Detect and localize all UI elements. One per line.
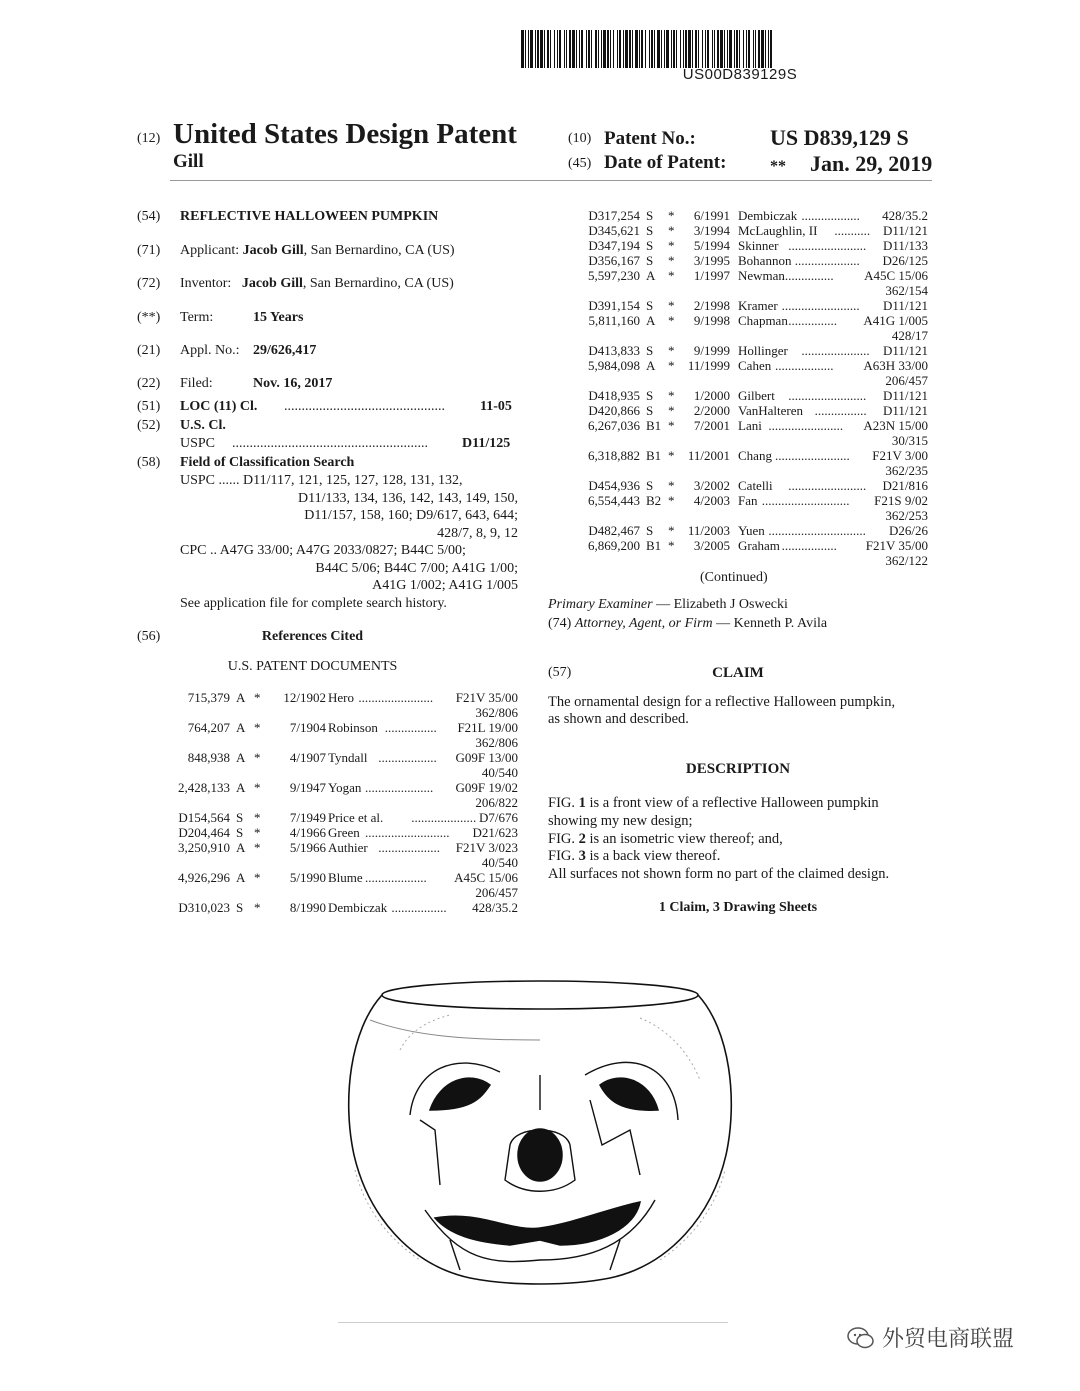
reference-date: 12/1902 (283, 690, 326, 705)
reference-dots: ..................... (365, 780, 434, 795)
attorney: (74) Attorney, Agent, or Firm — Kenneth P. Avila (548, 616, 828, 631)
reference-row (560, 208, 928, 223)
reference-number: D482,467 (588, 523, 640, 538)
reference-number: D310,023 (178, 900, 230, 915)
reference-date: 9/1999 (693, 343, 730, 358)
reference-row (560, 538, 928, 553)
reference-number: D454,936 (588, 478, 640, 493)
reference-class: A45C 15/06 (864, 268, 928, 283)
reference-row (560, 493, 928, 508)
reference-row (560, 343, 928, 358)
reference-class: D11/121 (882, 298, 928, 313)
reference-number: 6,267,036 (588, 418, 640, 433)
code-57: (57) (548, 665, 572, 680)
reference-name: Dembiczak (328, 900, 388, 915)
reference-date: 9/1998 (693, 313, 730, 328)
reference-dots: ................... (378, 840, 440, 855)
reference-class: D11/121 (882, 388, 928, 403)
reference-class: F21S 9/02 (874, 493, 928, 508)
reference-class-continued: 40/540 (481, 765, 518, 780)
reference-star: * (668, 523, 675, 538)
reference-class: F21V 35/00 (455, 690, 518, 705)
reference-kind: B1 (646, 418, 662, 433)
reference-row (560, 253, 928, 268)
code-term: (**) (137, 310, 161, 325)
us-patent-docs-heading: U.S. PATENT DOCUMENTS (227, 659, 398, 674)
reference-name: Fan (738, 493, 758, 508)
uspc-dots: ........................................................ (232, 436, 428, 451)
reference-date: 4/1966 (289, 825, 326, 840)
watermark-text: 外贸电商联盟 (882, 1327, 1015, 1352)
reference-class-continued: 206/457 (885, 373, 928, 388)
claim-text-line-1: The ornamental design for a reflective Halloween pumpkin, (548, 694, 896, 710)
reference-dots: ................. (391, 900, 447, 915)
reference-date: 5/1990 (289, 870, 326, 885)
reference-number: 5,811,160 (588, 313, 640, 328)
field-line-1: USPC ...... D11/117, 121, 125, 127, 128, 131, 132, (180, 473, 463, 488)
term-value: 15 Years (253, 310, 304, 325)
reference-star: * (668, 478, 675, 493)
reference-class: D21/623 (472, 825, 518, 840)
reference-date: 11/1999 (687, 358, 730, 373)
code-12: (12) (137, 131, 161, 146)
reference-class: G09F 19/02 (455, 780, 518, 795)
reference-star: * (668, 358, 675, 373)
reference-kind: B1 (646, 448, 662, 463)
reference-star: * (668, 208, 675, 223)
patent-no-label: Patent No.: (604, 128, 696, 149)
reference-number: D154,564 (178, 810, 230, 825)
reference-date: 7/2001 (693, 418, 730, 433)
reference-kind: B2 (646, 493, 662, 508)
reference-kind: A (646, 268, 656, 283)
reference-date: 11/2001 (687, 448, 730, 463)
code-45: (45) (568, 156, 592, 171)
reference-dots: ........................ (788, 388, 867, 403)
fig-2-line: FIG. 2 is an isometric view thereof; and, (548, 831, 783, 847)
reference-dots: .................. (801, 208, 860, 223)
code-54: (54) (137, 209, 161, 224)
field-line-4: 428/7, 8, 9, 12 (437, 526, 518, 541)
reference-star: * (254, 690, 261, 705)
reference-number: 715,379 (187, 690, 230, 705)
reference-row (150, 750, 518, 765)
reference-star: * (668, 403, 675, 418)
reference-date: 1/2000 (693, 388, 730, 403)
reference-dots: ........................ (788, 238, 867, 253)
reference-name: McLaughlin, II (738, 223, 818, 238)
continued-note: (Continued) (700, 570, 768, 585)
uspc-value: D11/125 (462, 436, 511, 451)
reference-name: Yuen (738, 523, 765, 538)
loc-dots: .............................................. (284, 399, 445, 414)
reference-date: 3/1994 (693, 223, 730, 238)
reference-class-continued: 362/806 (475, 705, 518, 720)
reference-class: D26/26 (889, 523, 928, 538)
reference-dots: ................ (814, 403, 867, 418)
reference-kind: S (646, 238, 654, 253)
reference-number: D347,194 (588, 238, 640, 253)
filed-label: Filed: (180, 376, 213, 391)
reference-number: 6,869,200 (588, 538, 640, 553)
reference-dots: ........................ (781, 298, 860, 313)
reference-star: * (254, 900, 261, 915)
reference-number: D317,254 (588, 208, 640, 223)
reference-class-continued: 206/822 (475, 795, 518, 810)
reference-class: D11/133 (882, 238, 928, 253)
field-line-2: D11/133, 134, 136, 142, 143, 149, 150, (298, 491, 518, 506)
reference-class: D11/121 (882, 343, 928, 358)
inventor: Inventor: Jacob Gill, San Bernardino, CA (US) (180, 276, 454, 291)
reference-class: D11/121 (882, 223, 928, 238)
reference-name: Newman (738, 268, 785, 283)
reference-name: Gilbert (738, 388, 775, 403)
reference-class-continued: 362/806 (475, 735, 518, 750)
reference-number: 3,250,910 (178, 840, 230, 855)
publication-number: US00D839129S (682, 66, 798, 83)
code-10: (10) (568, 131, 592, 146)
loc-label: LOC (11) Cl. (180, 399, 258, 414)
reference-number: 5,984,098 (588, 358, 640, 373)
field-line-8: See application file for complete search history. (180, 596, 447, 611)
reference-date: 5/1994 (693, 238, 730, 253)
reference-row (150, 870, 518, 885)
description-heading: DESCRIPTION (685, 761, 791, 777)
reference-class-continued: 362/235 (885, 463, 928, 478)
barcode (521, 30, 931, 68)
reference-number: D420,866 (588, 403, 640, 418)
reference-number: D356,167 (588, 253, 640, 268)
reference-star: * (254, 720, 261, 735)
uspc-label: USPC (180, 436, 216, 451)
reference-date: 2/2000 (693, 403, 730, 418)
reference-class: F21L 19/00 (457, 720, 518, 735)
reference-kind: S (236, 810, 244, 825)
reference-name: Cahen (738, 358, 772, 373)
appl-no-label: Appl. No.: (180, 343, 240, 358)
field-search-label: Field of Classification Search (180, 455, 355, 470)
field-line-3: D11/157, 158, 160; D9/617, 643, 644; (304, 508, 518, 523)
code-22: (22) (137, 376, 161, 391)
reference-star: * (668, 313, 675, 328)
term-label: Term: (180, 310, 214, 325)
reference-class-continued: 362/154 (885, 283, 928, 298)
date-mark: ** (770, 158, 786, 175)
field-line-6: B44C 5/06; B44C 7/00; A41G 1/00; (315, 561, 518, 576)
reference-number: 848,938 (187, 750, 230, 765)
reference-kind: A (646, 358, 656, 373)
reference-row (560, 298, 928, 313)
field-line-5: CPC .. A47G 33/00; A47G 2033/0827; B44C 5/00; (180, 543, 466, 558)
code-51: (51) (137, 399, 161, 414)
reference-kind: A (236, 690, 246, 705)
reference-kind: A (236, 840, 246, 855)
reference-dots: .................. (378, 750, 437, 765)
date-label: Date of Patent: (604, 152, 727, 173)
reference-number: 6,554,443 (588, 493, 640, 508)
reference-row (560, 478, 928, 493)
fig-3-line: FIG. 3 is a back view thereof. (548, 848, 721, 864)
reference-class-continued: 206/457 (475, 885, 518, 900)
fig-1-cont: showing my new design; (548, 813, 693, 829)
references-cited-heading: References Cited (261, 629, 364, 644)
reference-number: D418,935 (588, 388, 640, 403)
reference-date: 9/1947 (289, 780, 326, 795)
reference-row (560, 223, 928, 238)
reference-class: F21V 3/023 (455, 840, 518, 855)
barcode-bar (772, 30, 775, 68)
reference-row (150, 900, 518, 915)
reference-date: 8/1990 (289, 900, 326, 915)
reference-dots: ..................... (801, 343, 870, 358)
reference-date: 5/1966 (289, 840, 326, 855)
reference-name: Robinson (328, 720, 378, 735)
reference-dots: ................ (384, 720, 437, 735)
reference-star: * (254, 870, 261, 885)
reference-star: * (668, 298, 675, 313)
reference-date: 2/1998 (693, 298, 730, 313)
reference-star: * (668, 493, 675, 508)
reference-row (560, 268, 928, 283)
reference-row (150, 690, 518, 705)
reference-date: 7/1904 (289, 720, 326, 735)
reference-row (150, 825, 518, 840)
reference-class: D7/676 (479, 810, 518, 825)
reference-kind: S (646, 223, 654, 238)
claim-text-line-2: as shown and described. (548, 711, 689, 727)
reference-name: Catelli (738, 478, 773, 493)
reference-kind: B1 (646, 538, 662, 553)
reference-name: Chapman (738, 313, 788, 328)
primary-examiner: Primary Examiner — Elizabeth J Oswecki (548, 597, 788, 612)
reference-date: 4/2003 (693, 493, 730, 508)
reference-class-continued: 428/17 (891, 328, 928, 343)
reference-star: * (254, 750, 261, 765)
reference-star: * (668, 538, 675, 553)
design-title: REFLECTIVE HALLOWEEN PUMPKIN (180, 209, 439, 224)
reference-star: * (668, 238, 675, 253)
reference-kind: A (236, 780, 246, 795)
reference-row (560, 388, 928, 403)
reference-row (150, 840, 518, 855)
reference-dots: .................. (775, 358, 834, 373)
reference-dots: ............... (788, 313, 837, 328)
reference-star: * (668, 268, 675, 283)
reference-name: Hollinger (738, 343, 788, 358)
reference-star: * (668, 388, 675, 403)
reference-name: Yogan (328, 780, 362, 795)
reference-class-continued: 362/253 (885, 508, 928, 523)
reference-class: D11/121 (882, 403, 928, 418)
watermark (846, 1322, 1014, 1353)
reference-name: Graham (738, 538, 780, 553)
patent-date: Jan. 29, 2019 (810, 151, 933, 176)
reference-row (150, 810, 518, 825)
reference-class: A23N 15/00 (863, 418, 928, 433)
reference-class: A41G 1/005 (863, 313, 928, 328)
reference-kind: A (236, 870, 246, 885)
patent-number: US D839,129 S (770, 125, 909, 150)
reference-date: 3/2002 (693, 478, 730, 493)
reference-kind: S (646, 388, 654, 403)
reference-star: * (668, 418, 675, 433)
reference-class: 428/35.2 (882, 208, 928, 223)
claim-heading: CLAIM (712, 665, 764, 681)
reference-number: 6,318,882 (588, 448, 640, 463)
reference-date: 4/1907 (289, 750, 326, 765)
reference-star: * (668, 343, 675, 358)
reference-star: * (668, 223, 675, 238)
header-divider (170, 180, 932, 181)
reference-kind: S (646, 208, 654, 223)
document-type: United States Design Patent (173, 118, 517, 150)
reference-dots: ........................ (788, 478, 867, 493)
reference-dots: ........................... (761, 493, 850, 508)
reference-class: F21V 35/00 (865, 538, 928, 553)
reference-class: A45C 15/06 (454, 870, 518, 885)
code-21: (21) (137, 343, 161, 358)
reference-star: * (254, 780, 261, 795)
reference-row (560, 238, 928, 253)
reference-kind: A (236, 750, 246, 765)
code-58: (58) (137, 455, 161, 470)
reference-name: Skinner (738, 238, 779, 253)
reference-star: * (668, 448, 675, 463)
reference-star: * (254, 810, 261, 825)
reference-row (150, 780, 518, 795)
reference-number: 764,207 (187, 720, 230, 735)
reference-dots: .................... (794, 253, 860, 268)
reference-name: Kramer (738, 298, 778, 313)
reference-kind: A (646, 313, 656, 328)
reference-kind: S (646, 403, 654, 418)
reference-row (560, 403, 928, 418)
reference-dots: ................ (781, 268, 834, 283)
reference-date: 3/2005 (693, 538, 730, 553)
reference-number: D413,833 (588, 343, 640, 358)
reference-row (560, 448, 928, 463)
reference-date: 1/1997 (693, 268, 730, 283)
reference-name: Tyndall (328, 750, 368, 765)
reference-row (560, 313, 928, 328)
code-71: (71) (137, 243, 161, 258)
reference-class: D21/816 (882, 478, 928, 493)
reference-dots: ................... (365, 870, 427, 885)
reference-kind: S (646, 523, 654, 538)
code-52: (52) (137, 418, 161, 433)
reference-kind: S (646, 253, 654, 268)
reference-kind: S (236, 825, 244, 840)
reference-name: Hero (328, 690, 354, 705)
reference-number: D391,154 (588, 298, 640, 313)
reference-class: F21V 3/00 (872, 448, 928, 463)
reference-date: 7/1949 (289, 810, 326, 825)
reference-kind: S (646, 343, 654, 358)
reference-kind: S (646, 478, 654, 493)
reference-dots: ....................... (768, 418, 844, 433)
reference-name: VanHalteren (738, 403, 803, 418)
reference-number: 5,597,230 (588, 268, 640, 283)
reference-class-continued: 40/540 (481, 855, 518, 870)
reference-number: 2,428,133 (178, 780, 230, 795)
pumpkin-drawing (340, 960, 740, 1290)
appl-no-value: 29/626,417 (253, 343, 317, 358)
reference-row (560, 418, 928, 433)
surfaces-note: All surfaces not shown form no part of the claimed design. (548, 866, 890, 882)
reference-dots: .............................. (768, 523, 866, 538)
reference-row (560, 358, 928, 373)
fig-1-line: FIG. 1 is a front view of a reflective Halloween pumpkin (548, 795, 879, 811)
footer-rule (338, 1322, 728, 1323)
reference-name: Lani (738, 418, 762, 433)
reference-number: 4,926,296 (178, 870, 230, 885)
reference-dots: .......................... (365, 825, 450, 840)
reference-name: Chang (738, 448, 772, 463)
reference-name: Bohannon (738, 253, 792, 268)
reference-class: D26/125 (882, 253, 928, 268)
reference-row (560, 523, 928, 538)
reference-date: 6/1991 (693, 208, 730, 223)
reference-name: Authier (328, 840, 368, 855)
reference-name: Blume (328, 870, 363, 885)
loc-value: 11-05 (480, 399, 512, 414)
reference-star: * (254, 840, 261, 855)
reference-class: 428/35.2 (472, 900, 518, 915)
reference-star: * (254, 825, 261, 840)
reference-number: D345,621 (588, 223, 640, 238)
reference-kind: S (646, 298, 654, 313)
reference-date: 3/1995 (693, 253, 730, 268)
chat-bubble-icon (846, 1323, 876, 1353)
reference-date: 11/2003 (687, 523, 730, 538)
filed-value: Nov. 16, 2017 (253, 376, 333, 391)
reference-dots: ....................... (775, 448, 850, 463)
reference-dots: .................... (411, 810, 477, 825)
code-72: (72) (137, 276, 161, 291)
reference-name: Green (328, 825, 360, 840)
reference-dots: ................. (781, 538, 837, 553)
reference-name: Dembiczak (738, 208, 798, 223)
reference-dots: ........... (834, 223, 871, 238)
reference-name: Price et al. (328, 810, 384, 825)
claims-sheets: 1 Claim, 3 Drawing Sheets (658, 900, 818, 915)
code-56: (56) (137, 629, 161, 644)
reference-class-continued: 30/315 (891, 433, 928, 448)
reference-class: G09F 13/00 (455, 750, 518, 765)
reference-class-continued: 362/122 (885, 553, 928, 568)
inventor-surname: Gill (173, 151, 204, 172)
reference-kind: S (236, 900, 244, 915)
reference-dots: ....................... (358, 690, 434, 705)
reference-row (150, 720, 518, 735)
field-line-7: A41G 1/002; A41G 1/005 (372, 578, 518, 593)
us-cl-label: U.S. Cl. (180, 418, 226, 433)
reference-kind: A (236, 720, 246, 735)
reference-class: A63H 33/00 (863, 358, 928, 373)
reference-number: D204,464 (178, 825, 230, 840)
applicant: Applicant: Jacob Gill, San Bernardino, CA (US) (180, 243, 455, 258)
reference-star: * (668, 253, 675, 268)
